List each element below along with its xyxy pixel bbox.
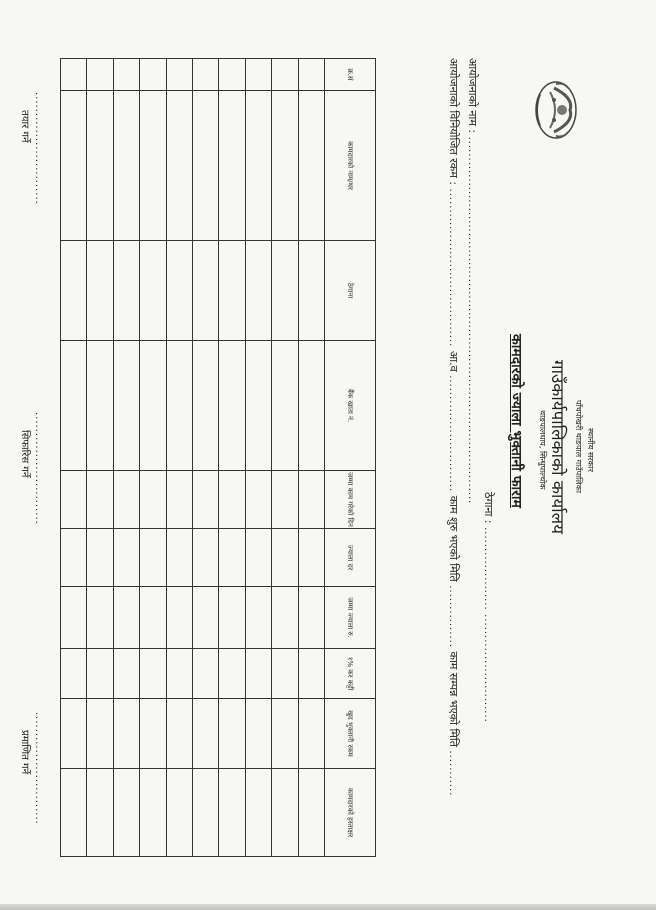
table-cell[interactable] xyxy=(219,91,245,241)
table-cell[interactable] xyxy=(166,529,192,587)
table-cell[interactable] xyxy=(113,529,139,587)
table-cell[interactable] xyxy=(166,471,192,529)
table-cell[interactable] xyxy=(245,769,271,857)
location-field xyxy=(481,492,496,723)
table-cell[interactable] xyxy=(140,471,166,529)
table-cell[interactable] xyxy=(298,241,324,341)
table-cell[interactable] xyxy=(245,341,271,471)
table-cell[interactable] xyxy=(193,587,219,649)
table-cell[interactable] xyxy=(298,649,324,699)
office-address: थाङपालधाप, सिन्धुपाल्चोक xyxy=(538,410,547,490)
table-cell[interactable] xyxy=(140,649,166,699)
table-row xyxy=(193,59,219,857)
certified-by-block xyxy=(19,712,44,825)
recommended-by-dots[interactable]: ........................... xyxy=(33,412,44,525)
col-tax-deduction: १% कर कट्टी xyxy=(325,649,376,699)
table-cell[interactable] xyxy=(87,341,113,471)
gov-line: स्थानीय सरकार xyxy=(586,428,595,472)
table-cell[interactable] xyxy=(113,649,139,699)
table-row xyxy=(245,59,271,857)
col-bank-account: बैंक खाता नं. xyxy=(325,341,376,471)
wage-table xyxy=(60,58,376,857)
table-cell[interactable] xyxy=(87,587,113,649)
table-cell[interactable] xyxy=(298,91,324,241)
table-cell[interactable] xyxy=(140,769,166,857)
table-cell[interactable] xyxy=(140,699,166,769)
table-cell[interactable] xyxy=(245,529,271,587)
table-cell[interactable] xyxy=(140,59,166,91)
table-cell[interactable] xyxy=(298,587,324,649)
location-dots[interactable]: .................... xyxy=(482,527,493,611)
table-cell[interactable] xyxy=(272,529,298,587)
table-cell[interactable] xyxy=(272,769,298,857)
col-net-payment: खुद भुक्तानी रकम xyxy=(325,699,376,769)
form-title: कामदारको ज्याला भुक्तानी फाराम xyxy=(508,334,524,508)
table-row xyxy=(140,59,166,857)
table-row xyxy=(219,59,245,857)
table-cell[interactable] xyxy=(298,471,324,529)
table-cell[interactable] xyxy=(272,59,298,91)
col-worker-signature: कामदारको हस्ताक्षर xyxy=(325,769,376,857)
table-cell[interactable] xyxy=(272,91,298,241)
table-cell[interactable] xyxy=(87,699,113,769)
table-cell[interactable] xyxy=(61,529,87,587)
table-cell[interactable] xyxy=(193,649,219,699)
table-cell[interactable] xyxy=(272,341,298,471)
table-cell[interactable] xyxy=(166,341,192,471)
table-cell[interactable] xyxy=(272,587,298,649)
table-cell[interactable] xyxy=(219,529,245,587)
table-cell[interactable] xyxy=(113,587,139,649)
end-date-label: काम सम्पन्न भएको मिति xyxy=(447,651,460,747)
table-row xyxy=(298,59,324,857)
table-cell[interactable] xyxy=(87,241,113,341)
table-cell[interactable] xyxy=(61,341,87,471)
table-row xyxy=(61,59,87,857)
table-cell[interactable] xyxy=(140,529,166,587)
table-header-row xyxy=(325,59,376,857)
location-dots-2[interactable]: .......................... xyxy=(482,614,493,723)
location-label: ठेगाना : xyxy=(482,492,495,524)
table-cell[interactable] xyxy=(219,699,245,769)
table-cell[interactable] xyxy=(140,91,166,241)
col-address: ठेगाना xyxy=(325,241,376,341)
table-cell[interactable] xyxy=(245,241,271,341)
table-cell[interactable] xyxy=(193,91,219,241)
table-cell[interactable] xyxy=(193,241,219,341)
table-row xyxy=(272,59,298,857)
table-cell[interactable] xyxy=(245,699,271,769)
office-name: गाउँकार्यपालिकाको कार्यालय xyxy=(547,360,567,535)
table-cell[interactable] xyxy=(61,587,87,649)
table-cell[interactable] xyxy=(298,341,324,471)
table-row xyxy=(113,59,139,857)
table-cell[interactable] xyxy=(61,699,87,769)
municipality-name: पाँचपोखरी थाङपाल गाउँपालिका xyxy=(574,400,583,493)
table-cell[interactable] xyxy=(140,341,166,471)
table-cell[interactable] xyxy=(61,241,87,341)
table-cell[interactable] xyxy=(193,59,219,91)
fiscal-year-label: आ.व xyxy=(447,350,460,372)
table-cell[interactable] xyxy=(61,471,87,529)
table-cell[interactable] xyxy=(219,649,245,699)
table-cell[interactable] xyxy=(113,91,139,241)
table-cell[interactable] xyxy=(87,91,113,241)
table-cell[interactable] xyxy=(193,699,219,769)
amount-dates-field xyxy=(446,58,461,796)
table-cell[interactable] xyxy=(272,649,298,699)
table-cell[interactable] xyxy=(61,769,87,857)
table-cell[interactable] xyxy=(166,241,192,341)
table-cell[interactable] xyxy=(87,529,113,587)
table-cell[interactable] xyxy=(298,769,324,857)
table-cell[interactable] xyxy=(219,59,245,91)
project-name-field xyxy=(465,58,480,504)
table-cell[interactable] xyxy=(87,59,113,91)
recommended-by-block xyxy=(19,412,44,525)
col-wage-rate: ज्याला दर xyxy=(325,529,376,587)
table-cell[interactable] xyxy=(219,471,245,529)
col-worker-name: कामदारको नाम/थर xyxy=(325,91,376,241)
table-row xyxy=(166,59,192,857)
table-cell[interactable] xyxy=(113,699,139,769)
start-date-dots[interactable]: ............... xyxy=(447,585,458,648)
prepared-by-label: तयार गर्ने xyxy=(19,110,30,143)
prepared-by-block xyxy=(19,92,44,205)
invested-amount-dots[interactable]: ...................................... xyxy=(447,188,458,348)
table-cell[interactable] xyxy=(193,471,219,529)
table-cell[interactable] xyxy=(166,769,192,857)
table-cell[interactable] xyxy=(298,529,324,587)
table-cell[interactable] xyxy=(219,587,245,649)
table-cell[interactable] xyxy=(166,699,192,769)
col-total-wage: जम्मा ज्याला रु. xyxy=(325,587,376,649)
certified-by-label: प्रमाणित गर्ने xyxy=(19,730,30,775)
col-serial: क्र.सं xyxy=(325,59,376,91)
project-name-dots[interactable]: ........................................................................................ xyxy=(466,136,477,505)
table-cell[interactable] xyxy=(166,91,192,241)
table-cell[interactable] xyxy=(166,587,192,649)
table-cell[interactable] xyxy=(61,59,87,91)
table-cell[interactable] xyxy=(219,241,245,341)
table-cell[interactable] xyxy=(245,59,271,91)
table-cell[interactable] xyxy=(219,769,245,857)
col-work-days: जम्मा काम गरेको दिन xyxy=(325,471,376,529)
table-cell[interactable] xyxy=(193,341,219,471)
start-date-label: काम शुरु भएको मिति xyxy=(447,495,460,582)
table-cell[interactable] xyxy=(245,471,271,529)
table-cell[interactable] xyxy=(193,529,219,587)
table-cell[interactable] xyxy=(113,59,139,91)
paper-edge xyxy=(0,904,656,910)
table-cell[interactable] xyxy=(140,241,166,341)
fiscal-year-dots[interactable]: ............................ xyxy=(447,375,458,493)
prepared-by-dots[interactable]: ........................... xyxy=(33,92,44,205)
table-cell[interactable] xyxy=(113,471,139,529)
table-cell[interactable] xyxy=(166,649,192,699)
invested-amount-label: आयोजनाको विनियोजित रकम : xyxy=(447,58,460,186)
table-cell[interactable] xyxy=(272,471,298,529)
table-cell[interactable] xyxy=(87,471,113,529)
project-name-label: आयोजनाको नाम : xyxy=(466,58,479,134)
table-cell[interactable] xyxy=(113,769,139,857)
table-cell[interactable] xyxy=(113,241,139,341)
table-cell[interactable] xyxy=(219,341,245,471)
table-cell[interactable] xyxy=(298,59,324,91)
table-cell[interactable] xyxy=(193,769,219,857)
table-cell[interactable] xyxy=(61,649,87,699)
table-cell[interactable] xyxy=(87,649,113,699)
table-cell[interactable] xyxy=(166,59,192,91)
end-date-dots[interactable]: ........... xyxy=(447,750,458,797)
table-cell[interactable] xyxy=(272,699,298,769)
table-cell[interactable] xyxy=(113,341,139,471)
table-cell[interactable] xyxy=(87,769,113,857)
certified-by-dots[interactable]: ........................... xyxy=(33,712,44,825)
table-cell[interactable] xyxy=(245,649,271,699)
table-cell[interactable] xyxy=(61,91,87,241)
table-cell[interactable] xyxy=(298,699,324,769)
nepal-emblem-icon xyxy=(532,78,584,142)
table-row xyxy=(87,59,113,857)
table-cell[interactable] xyxy=(245,91,271,241)
table-cell[interactable] xyxy=(140,587,166,649)
recommended-by-label: सिफारिस गर्ने xyxy=(19,430,30,478)
table-cell[interactable] xyxy=(272,241,298,341)
table-cell[interactable] xyxy=(245,587,271,649)
